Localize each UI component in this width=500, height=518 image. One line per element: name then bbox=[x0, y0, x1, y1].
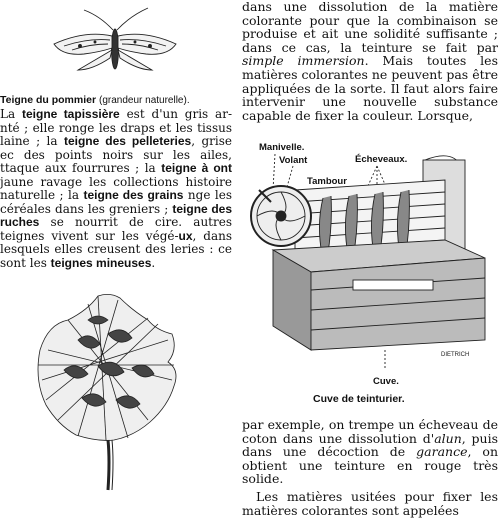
left-text-run: , dans lesquels elles creusent des leries : ce sont les bbox=[0, 228, 232, 270]
vat-caption: Cuve de teinturier. bbox=[313, 393, 405, 405]
rb-p1-c: , on obtient une teinture en rouge très solide. bbox=[242, 444, 499, 487]
rb-p1-a: par exemple, on trempe un écheveau de coton dans une dissolution d' bbox=[242, 417, 498, 446]
moth-caption bbox=[0, 94, 238, 106]
dye-vat-drawing bbox=[245, 140, 500, 380]
moth-caption-title: Teigne du pommier bbox=[0, 94, 97, 106]
moth-species-name: teigne des grains bbox=[83, 188, 184, 202]
right-top-text-a: dans une dissolution de la matière colorante pour que la combinaison se produise et ait une solidité suffisante ; dans ce cas, la teinture se fait par bbox=[242, 0, 498, 55]
right-top-italic: simple immersion bbox=[242, 53, 365, 69]
right-top-paragraph bbox=[242, 0, 498, 122]
rb-p1-italic-garance: garance bbox=[416, 444, 468, 460]
moth-illustration bbox=[40, 4, 190, 84]
moth-species-name: teigne des pelleteries bbox=[63, 134, 192, 148]
label-cuve: Cuve. bbox=[373, 376, 399, 387]
moth-nest-illustration bbox=[28, 290, 198, 499]
left-column bbox=[0, 0, 238, 499]
moth-species-name: teigne tapissière bbox=[21, 107, 120, 121]
right-bottom-p2: Les matières usitées pour fixer les matières colorantes sont appelées bbox=[242, 488, 498, 518]
right-bottom-p1 bbox=[242, 418, 498, 486]
moth-species-name: teigne à ont bbox=[161, 161, 232, 175]
right-top-text bbox=[242, 0, 498, 122]
moth-species-name: ux bbox=[178, 228, 193, 243]
rb-p1-italic-alun: alun bbox=[434, 430, 462, 446]
moth-species-name: teignes mineuses bbox=[50, 255, 152, 270]
left-text-run: se nourrit de cire. autres teignes vivent sur les végé- bbox=[0, 215, 232, 243]
right-top-text-b: . Mais toutes les matières colorantes ne peuvent pas être appliquées de la sorte. Il faut alors faire intervenir une nouvelle substance capable de fixer la couleur. Lorsque, bbox=[242, 53, 498, 123]
right-bottom-paragraphs bbox=[242, 418, 498, 517]
moth-caption-note: (grandeur naturelle). bbox=[99, 95, 190, 106]
label-echeveaux: Écheveaux. bbox=[355, 154, 408, 165]
left-paragraph-text bbox=[0, 108, 232, 270]
left-text-run: , grise ec des points noirs sur les ailes, ttaque aux fourrures ; la bbox=[0, 134, 232, 175]
label-manivelle: Manivelle. bbox=[259, 142, 305, 153]
label-tambour: Tambour bbox=[307, 176, 347, 187]
left-text-run: est d'un gris ar-nté ; elle ronge les draps et les tissus laine ; la bbox=[0, 107, 233, 148]
dye-vat-figure bbox=[245, 140, 500, 410]
moth-species-name: teigne des ruches bbox=[0, 201, 232, 229]
left-text-run: nge les céréales dans les greniers ; bbox=[0, 188, 232, 216]
left-paragraph bbox=[0, 108, 232, 270]
label-volant: Volant bbox=[279, 155, 308, 166]
rb-p1-b: , puis dans une décoction de bbox=[242, 430, 498, 460]
left-text-run: jaune ravage les collections histoire naturelle ; la bbox=[0, 174, 232, 202]
left-text-run: La bbox=[0, 107, 22, 121]
engraver-signature: DIETRICH bbox=[441, 352, 470, 358]
left-text-run: . bbox=[151, 255, 156, 270]
